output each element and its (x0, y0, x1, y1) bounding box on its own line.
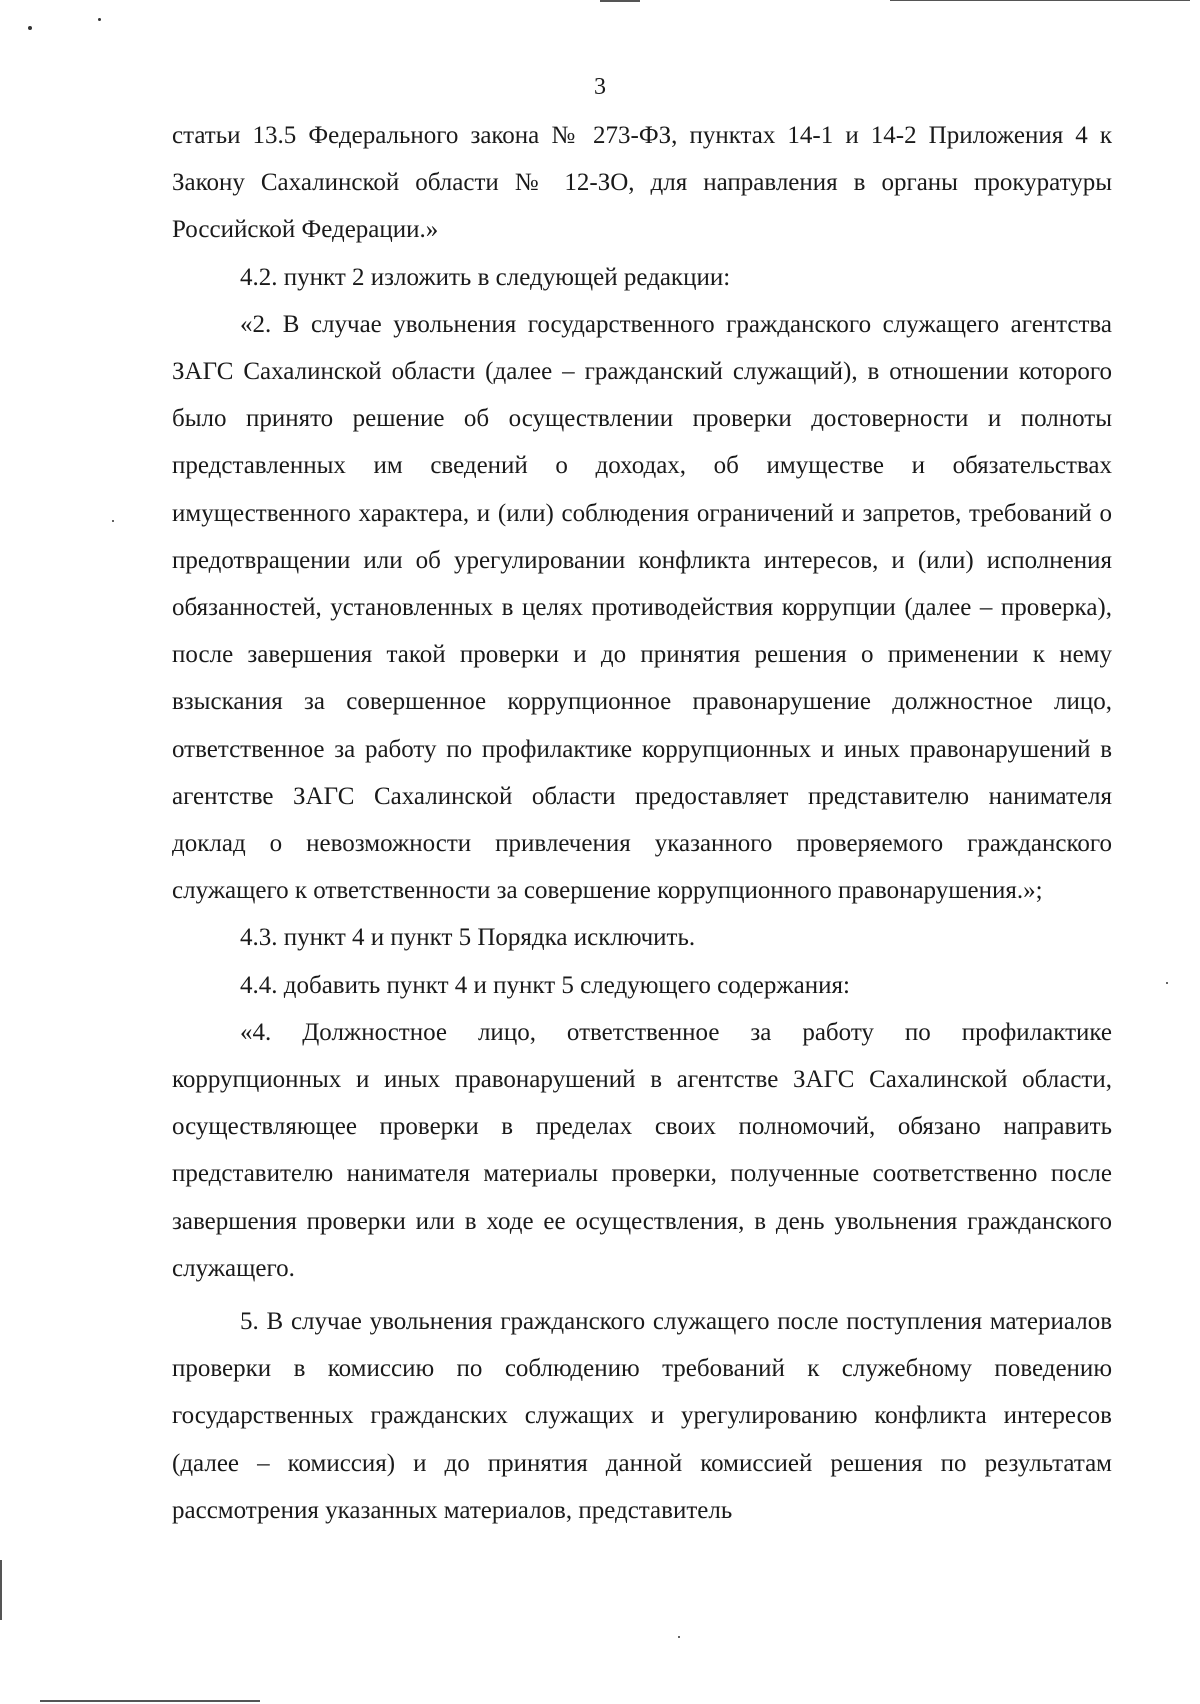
paragraph-4-3: 4.3. пункт 4 и пункт 5 Порядка исключить. (240, 924, 696, 952)
scan-speck (678, 1636, 680, 1638)
paragraph-point-2: «2. В случае увольнения государственного гражданского служащего агентства ЗАГС Сахалинской области (далее – гражданский служащий), в отношении которого было принято решение об осуществлении проверки достоверности и полноты представленных им сведений о доходах, об имуществе и обязательствах имущественного характера, и (или) соблюдения ограничений и запретов, требований о предотвращении или об урегулировании конфликта интересов, и (или) исполнения обязанностей, установленных в целях противодействия коррупции (далее – проверка), после завершения такой проверки и до принятия решения о применении к нему взыскания за совершенное коррупционное правонарушение должностное лицо, ответственное за работу по профилактике коррупционных и иных правонарушений в агентстве ЗАГС Сахалинской области предоставляет представителю нанимателя доклад о невозможности привлечения указанного проверяемого гражданского служащего к ответственности за совершение коррупционного правонарушения.»; (172, 310, 1112, 905)
scan-speck (28, 26, 32, 30)
paragraph-point-4: «4. Должностное лицо, ответственное за работу по профилактике коррупционных и иных правонарушений в агентстве ЗАГС Сахалинской области, осуществляющее проверки в пределах своих полномочий, обязано направить представителю нанимателя материалы проверки, полученные соответственно после завершения проверки или в ходе ее осуществления, в день увольнения гражданского служащего. (172, 1018, 1112, 1282)
paragraph-continuation: статьи 13.5 Федерального закона № 273-ФЗ, пунктах 14-1 и 14-2 Приложения 4 к Закону Сахалинской области № 12-ЗО, для направления в органы прокуратуры Российской Федерации.» (172, 122, 1112, 244)
page-number: 3 (594, 74, 606, 100)
paragraph-point-5: 5. В случае увольнения гражданского служащего после поступления материалов проверки в комиссию по соблюдению требований к служебному поведению государственных гражданских служащих и урегулированию конфликта интересов (далее – комиссия) и до принятия данной комиссией решения по результатам рассмотрения указанных материалов, представитель (172, 1308, 1112, 1524)
document-body (172, 112, 1112, 1534)
scan-edge-mark (600, 0, 640, 2)
scan-speck (112, 520, 114, 522)
scan-speck (98, 18, 101, 21)
scan-speck (1166, 982, 1168, 984)
paragraph-4-4: 4.4. добавить пункт 4 и пункт 5 следующего содержания: (240, 971, 850, 999)
paragraph-4-2: 4.2. пункт 2 изложить в следующей редакции: (240, 263, 731, 291)
scan-edge-mark (40, 1700, 260, 1702)
scan-edge-mark (890, 0, 1190, 1)
scan-edge-mark (0, 1560, 2, 1620)
